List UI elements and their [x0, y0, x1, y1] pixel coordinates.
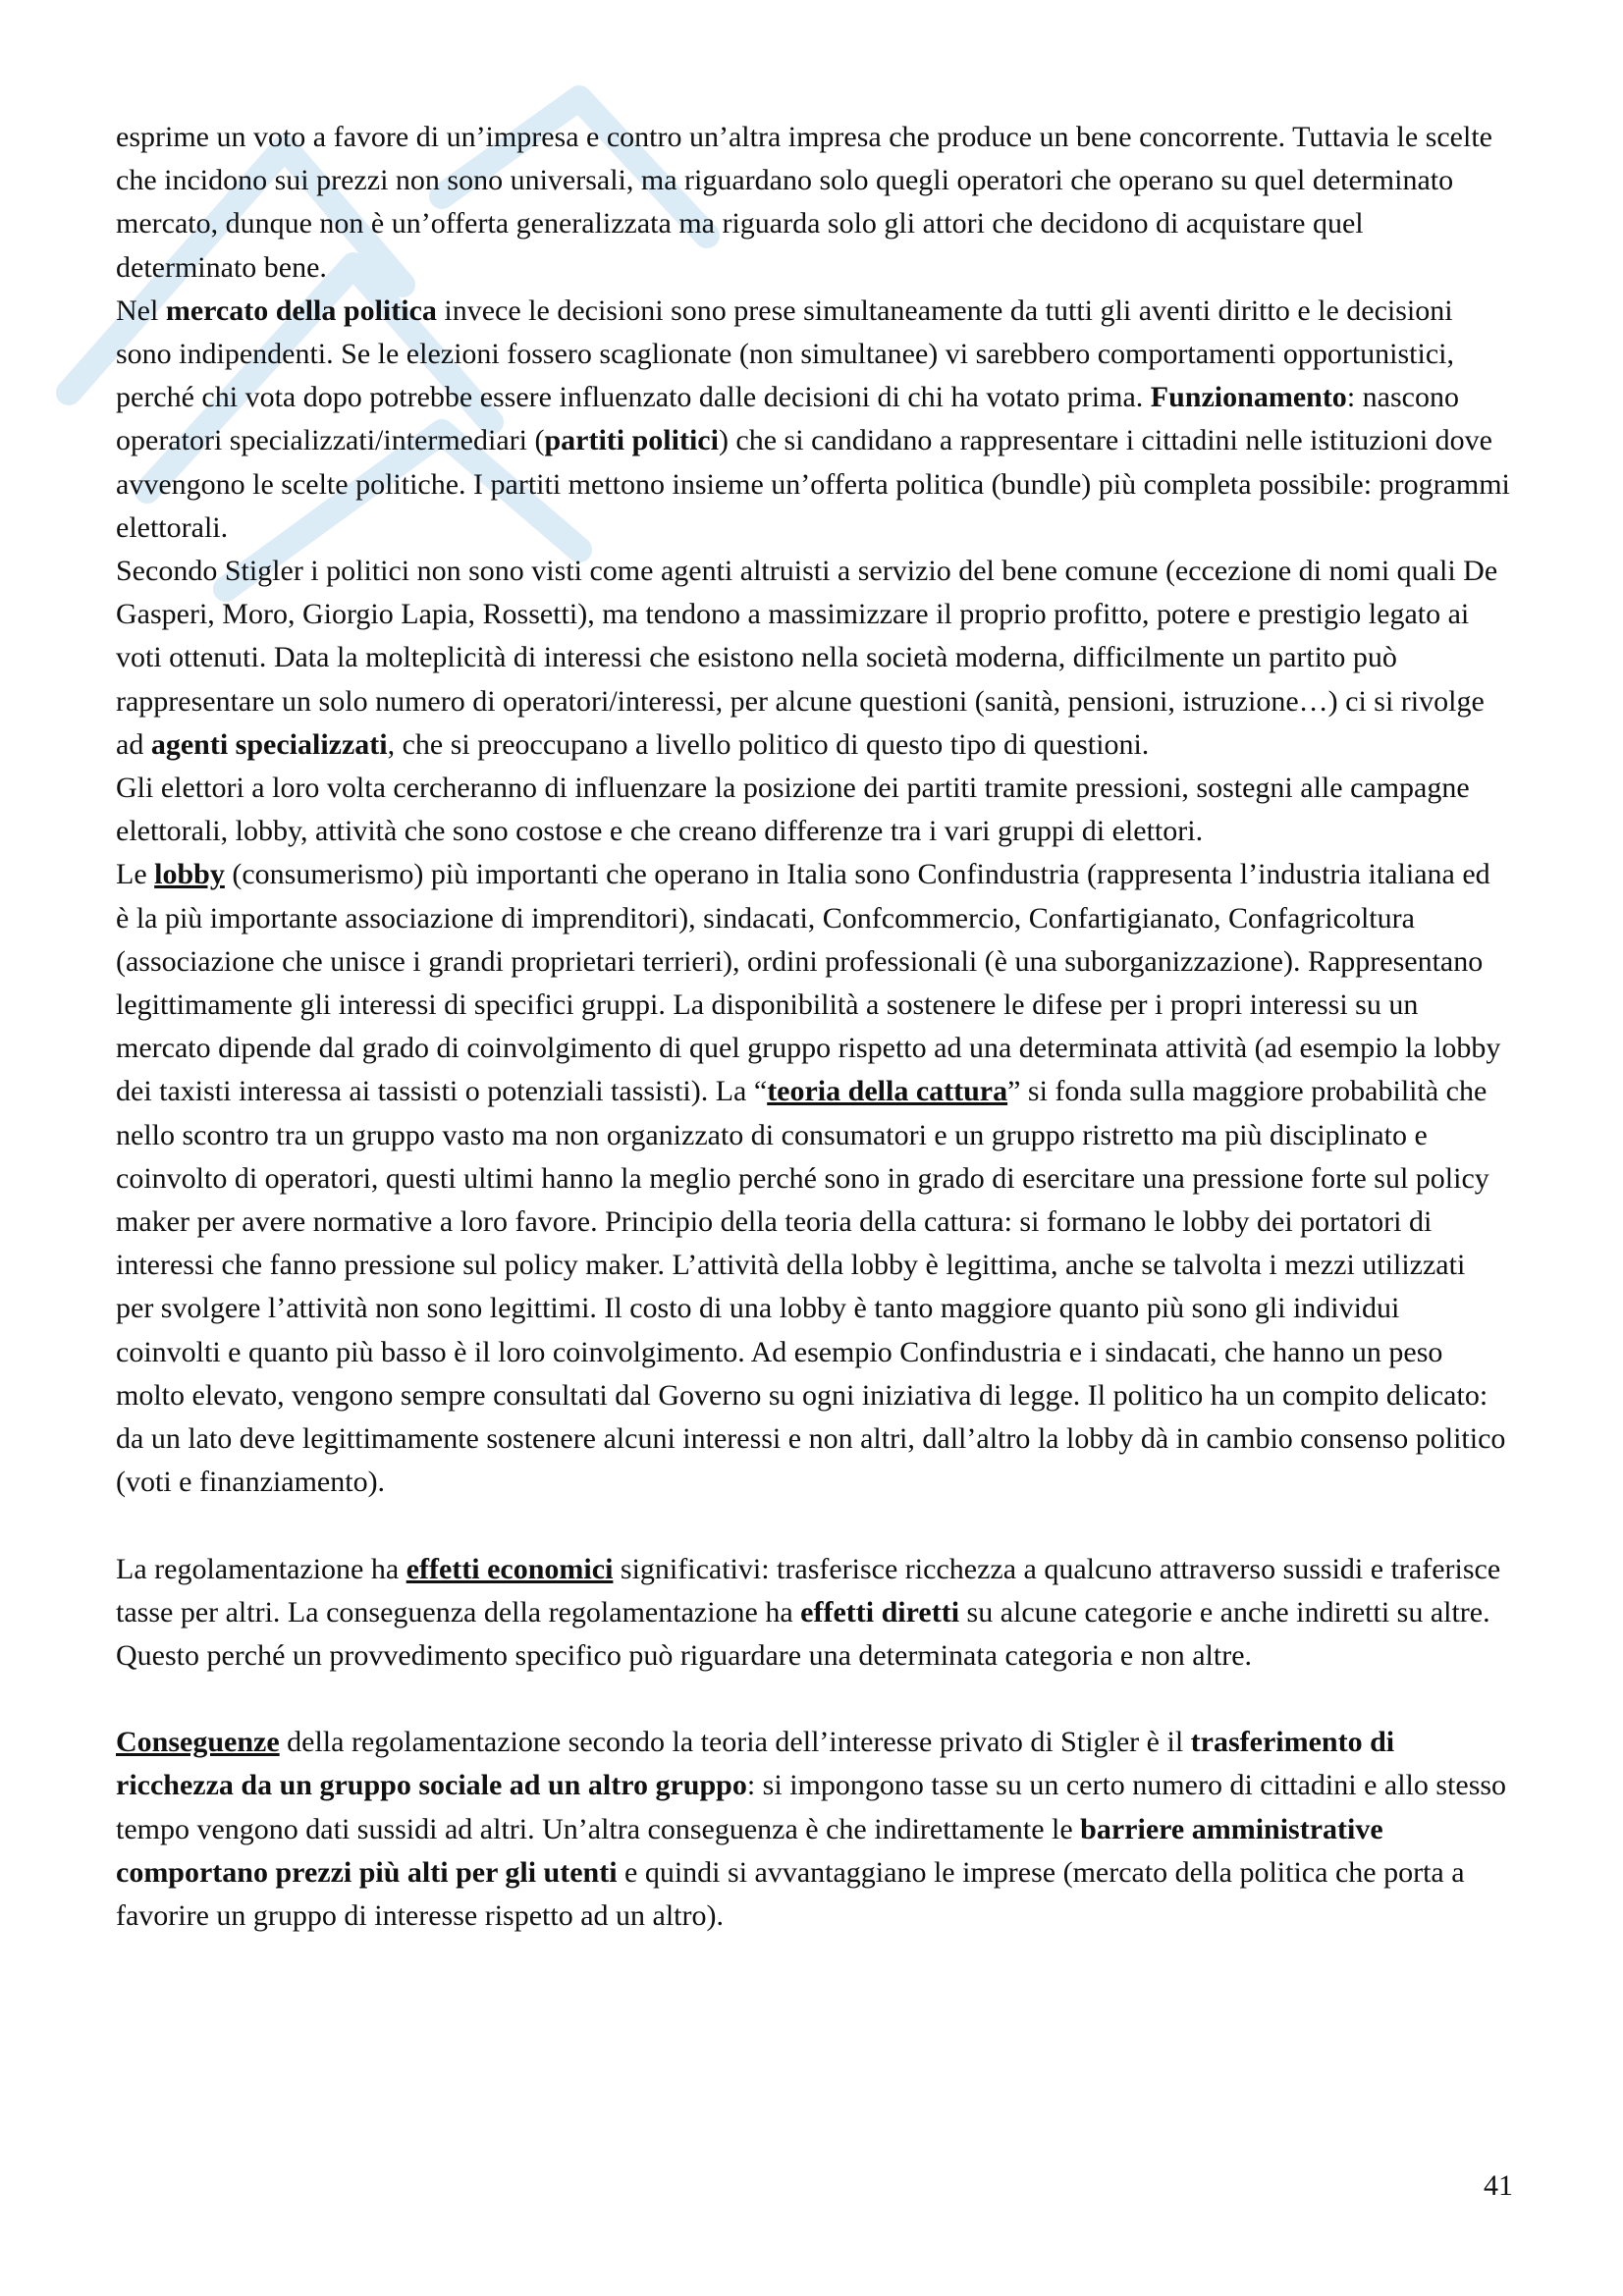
paragraph-1 — [116, 116, 1510, 290]
emphasis: agenti specializzati — [150, 727, 388, 761]
text-run: su alcune categorie e anche indiretti su altre. Questo perché un provvedimento specifico può riguardare una determinata categoria e non altre. — [116, 1595, 1490, 1672]
emphasis: barriere amministrative comportano prezzi più alti per gli utenti — [116, 1812, 1383, 1889]
page-number: 41 — [1484, 2169, 1513, 2202]
text-run: Secondo Stigler i politici non sono visti come agenti altruisti a servizio del bene comune (eccezione di nomi quali De Gasperi, Moro, Giorgio Lapia, Rossetti), ma tendono a massimizzare il proprio profitto, potere e prestigio legato ai voti ottenuti. Data la molteplicità di interessi che esistono nella società moderna, difficilmente un partito può rappresentare un solo numero di operatori/interessi, per alcune questioni (sanità, pensioni, istruzione…) ci si rivolge ad — [116, 555, 1498, 761]
emphasis: effetti diretti — [800, 1595, 960, 1629]
paragraph-7 — [116, 1721, 1510, 1938]
text-run: significativi: trasferisce ricchezza a qualcuno attraverso sussidi e traferisce tasse per altri. La conseguenza della regolamentazione ha — [116, 1552, 1501, 1629]
emphasis-underlined: effetti economici — [406, 1552, 614, 1585]
paragraph-3 — [116, 550, 1510, 767]
text-run: ” si fonda sulla maggiore probabilità che nello scontro tra un gruppo vasto ma non organizzato di consumatori e un gruppo ristretto ma più disciplinato e coinvolto di operatori, questi ultimi hanno la meglio perché sono in grado di esercitare una pressione forte sul policy maker per avere normative a loro favore. Principio della teoria della cattura: si formano le lobby dei portatori di interessi che fanno pressione sul policy maker. L’attività della lobby è legittima, anche se talvolta i mezzi utilizzati per svolgere l’attività non sono legittimi. Il costo di una lobby è tanto maggiore quanto più sono gli individui coinvolti e quanto più basso è il loro coinvolgimento. Ad esempio Confindustria e i sindacati, che hanno un peso molto elevato, vengono sempre consultati dal Governo su ogni iniziativa di legge. Il politico ha un compito delicato: da un lato deve legittimamente sostenere alcuni interessi e non altri, dall’altro la lobby dà in cambio consenso politico (voti e finanziamento). — [116, 1075, 1506, 1499]
text-run: ) che si candidano a rappresentare i cittadini nelle istituzioni dove avvengono le scelte politiche. I partiti mettono insieme un’offerta politica (bundle) più completa possibile: programmi elettorali. — [116, 424, 1510, 544]
text-run: esprime un voto a favore di un’impresa e contro un’altra impresa che produce un bene concorrente. Tuttavia le scelte che incidono sui prezzi non sono universali, ma riguardano solo quegli operatori che operano su quel determinato mercato, dunque non è un’offerta generalizzata ma riguarda solo gli attori che decidono di acquistare quel determinato bene. — [116, 121, 1492, 284]
text-run: della regolamentazione secondo la teoria dell’interesse privato di Stigler è il — [279, 1726, 1191, 1759]
emphasis-underlined: teoria della cattura — [767, 1075, 1008, 1108]
text-run: e quindi si avvantaggiano le imprese (mercato della politica che porta a favorire un gruppo di interesse rispetto ad un altro). — [116, 1855, 1465, 1932]
emphasis: Funzionamento — [1150, 381, 1347, 414]
text-run: Le — [116, 858, 155, 891]
paragraph-2 — [116, 290, 1510, 550]
emphasis: mercato della politica — [165, 294, 437, 327]
text-run: : nascono operatori specializzati/intermediari ( — [116, 381, 1459, 457]
text-run: , che si preoccupano a livello politico di questo tipo di questioni. — [387, 727, 1150, 761]
text-run: Nel — [116, 294, 166, 327]
text-run: (consumerismo) più importanti che operano in Italia sono Confindustria (rappresenta l’industria italiana ed è la più importante associazione di imprenditori), sindacati, Confcommercio, Confartigianato, Confagricoltura (associazione che unisce i grandi proprietari terrieri), ordini professionali (è una suborganizzazione). Rappresentano legittimamente gli interessi di specifici gruppi. La disponibilità a sostenere le difese per i propri interessi su un mercato dipende dal grado di coinvolgimento di quel gruppo rispetto ad una determinata attività (ad esempio la lobby dei taxisti interessa ai tassisti o potenziali tassisti). La “ — [116, 858, 1501, 1108]
paragraph-6 — [116, 1548, 1510, 1679]
text-run: : si impongono tasse su un certo numero di cittadini e allo stesso tempo vengono dati sussidi ad altri. Un’altra conseguenza è che indirettamente le — [116, 1769, 1507, 1845]
paragraph-5 — [116, 853, 1510, 1504]
paragraph-4 — [116, 767, 1510, 853]
text-run: invece le decisioni sono prese simultaneamente da tutti gli aventi diritto e le decisioni sono indipendenti. Se le elezioni fossero scaglionate (non simultanee) vi sarebbero comportamenti opportunistici, perché chi vota dopo potrebbe essere influenzato dalle decisioni di chi ha votato prima. — [116, 294, 1454, 414]
document-body — [116, 116, 1510, 1938]
text-run: La regolamentazione ha — [116, 1552, 406, 1585]
emphasis-underlined: lobby — [154, 858, 225, 891]
emphasis-underlined: Conseguenze — [116, 1726, 280, 1759]
emphasis: partiti politici — [544, 424, 719, 457]
emphasis: trasferimento di ricchezza da un gruppo sociale ad un altro gruppo — [116, 1726, 1395, 1802]
text-run: Gli elettori a loro volta cercheranno di influenzare la posizione dei partiti tramite pressioni, sostegni alle campagne elettorali, lobby, attività che sono costose e che creano differenze tra i vari gruppi di elettori. — [116, 772, 1470, 848]
